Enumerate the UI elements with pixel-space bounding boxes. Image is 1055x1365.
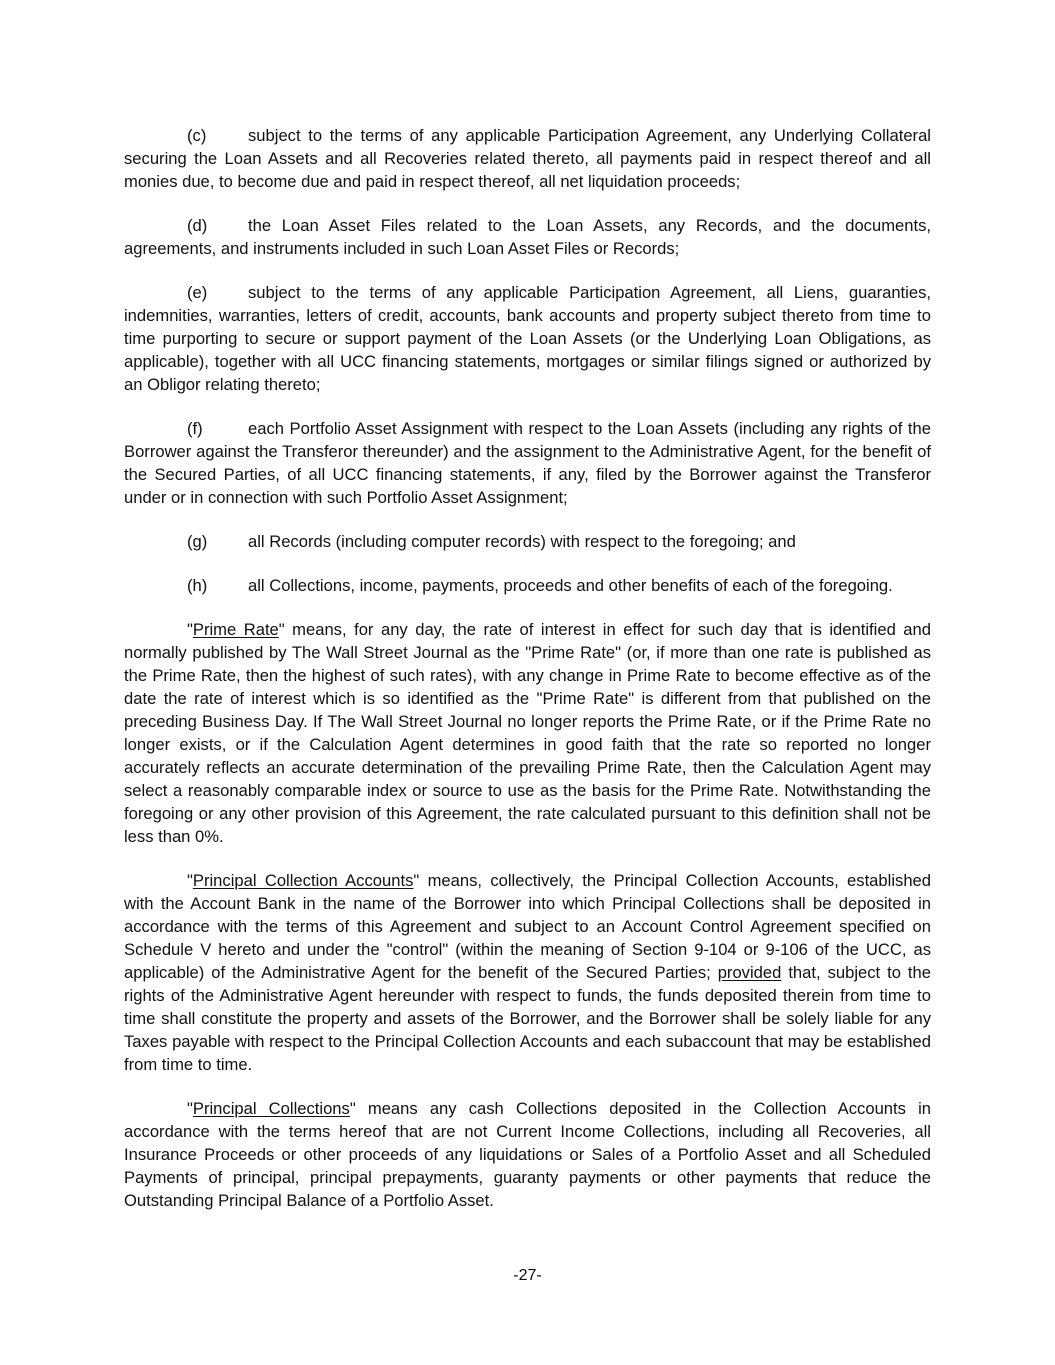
defined-term: Prime Rate [192, 620, 279, 639]
clause-e [124, 281, 931, 396]
definition-text: " means any cash Collections deposited in the Collection Accounts in accordance with the terms hereof that are not Current Income Collections, including all Recoveries, all Insurance Proceeds or other proceeds of any liquidations or Sales of a Portfolio Asset and all Scheduled Payments of principal, principal prepayments, guaranty payments or other payments that reduce the Outstanding Principal Balance of a Portfolio Asset. [124, 1099, 931, 1210]
clause-text: subject to the terms of any applicable Participation Agreement, any Underlying Collateral securing the Loan Assets and all Recoveries related thereto, all payments paid in respect thereof and all monies due, to become due and paid in respect thereof, all net liquidation proceeds; [124, 126, 931, 191]
page-number: -27- [513, 1267, 542, 1284]
clause-label: (e) [187, 283, 208, 302]
clause-label: (h) [187, 576, 208, 595]
clause-text: all Collections, income, payments, proceeds and other benefits of each of the foregoing. [248, 576, 893, 595]
clause-text: each Portfolio Asset Assignment with respect to the Loan Assets (including any rights of the Borrower against the Transferor thereunder) and the assignment to the Administrative Agent, for the benefit of the Secured Parties, of all UCC financing statements, if any, filed by the Borrower against the Transferor under or in connection with such Portfolio Asset Assignment; [124, 419, 931, 507]
document-body [124, 124, 931, 1233]
clause-label: (g) [187, 532, 208, 551]
clause-f [124, 417, 931, 509]
clause-label: (d) [187, 216, 208, 235]
clause-h [124, 574, 931, 597]
clause-c [124, 124, 931, 193]
provided-term: provided [717, 963, 782, 982]
clause-g [124, 530, 931, 553]
clause-text: the Loan Asset Files related to the Loan Assets, any Records, and the documents, agreements, and instruments included in such Loan Asset Files or Records; [124, 216, 931, 258]
clause-d [124, 214, 931, 260]
definition-principal-collections [124, 1097, 931, 1212]
defined-term: Principal Collection Accounts [192, 871, 414, 890]
clause-text: subject to the terms of any applicable Participation Agreement, all Liens, guaranties, indemnities, warranties, letters of credit, accounts, bank accounts and property subject thereto from time to time purporting to secure or support payment of the Loan Assets (or the Underlying Loan Obligations, as applicable), together with all UCC financing statements, mortgages or similar filings signed or authorized by an Obligor relating thereto; [124, 283, 931, 394]
definition-text: " means, for any day, the rate of interest in effect for such day that is identified and normally published by The Wall Street Journal as the "Prime Rate" (or, if more than one rate is published as the Prime Rate, then the highest of such rates), with any change in Prime Rate to become effective as of the date the rate of interest which is so identified as the "Prime Rate" is different from that published on the preceding Business Day. If The Wall Street Journal no longer reports the Prime Rate, or if the Prime Rate no longer exists, or if the Calculation Agent determines in good faith that the rate so reported no longer accurately reflects an accurate determination of the prevailing Prime Rate, then the Calculation Agent may select a reasonably comparable index or source to use as the basis for the Prime Rate. Notwithstanding the foregoing or any other provision of this Agreement, the rate calculated pursuant to this definition shall not be less than 0%. [124, 620, 931, 846]
clause-label: (f) [187, 419, 203, 438]
open-quote: " [187, 1099, 193, 1118]
clause-text: all Records (including computer records) with respect to the foregoing; and [248, 532, 796, 551]
defined-term: Principal Collections [192, 1099, 350, 1118]
open-quote: " [187, 871, 193, 890]
definition-prime-rate [124, 618, 931, 848]
definition-principal-collection-accounts [124, 869, 931, 1076]
definition-text: " means, collectively, the Principal Collection Accounts, established with the Account Bank in the name of the Borrower into which Principal Collections shall be deposited in accordance with the terms of this Agreement and subject to an Account Control Agreement specified on Schedule V hereto and under the "control" (within the meaning of Section 9-104 or 9-106 of the UCC, as applicable) of the Administrative Agent for the benefit of the Secured Parties; [124, 871, 931, 982]
clause-label: (c) [187, 126, 207, 145]
open-quote: " [187, 620, 193, 639]
definition-text-continued: that, subject to the rights of the Administrative Agent hereunder with respect to funds, the funds deposited therein from time to time shall constitute the property and assets of the Borrower, and the Borrower shall be solely liable for any Taxes payable with respect to the Principal Collection Accounts and each subaccount that may be established from time to time. [124, 963, 931, 1074]
